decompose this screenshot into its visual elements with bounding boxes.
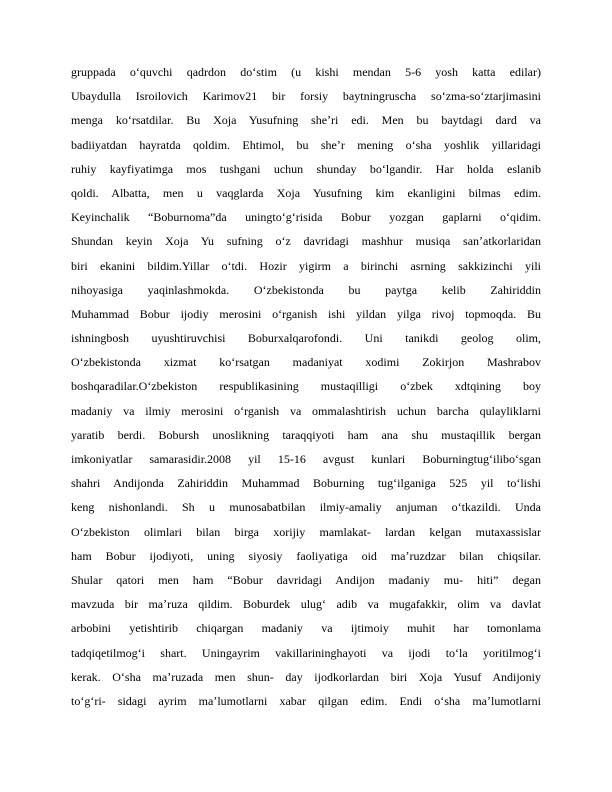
text-line: Oʻzbekistonda xizmat koʻrsatgan madaniyat xodimi Zokirjon Mashrabov xyxy=(71,355,541,370)
text-line: shahri Andijonda Zahiriddin Muhammad Boburning tugʻilganiga 525 yil toʻlishi xyxy=(71,476,541,491)
text-line: tadqiqetilmogʻi shart. Uningayrim vakillarininghayoti va ijodi toʻla yoritilmogʻi xyxy=(71,645,541,660)
text-line: toʻgʻri- sidagi ayrim maʼlumotlarni xabar qilgan edim. Endi oʻsha maʼlumotlarni xyxy=(71,693,541,708)
text-line: ruhiy kayfiyatimga mos tushgani uchun shunday boʻlgandir. Har holda eslanib xyxy=(71,161,541,176)
text-line: Muhammad Bobur ijodiy merosini oʻrganish ishi yildan yilga rivoj topmoqda. Bu xyxy=(71,306,541,321)
text-line: mavzuda bir maʼruza qildim. Boburdek ulugʻ adib va mugafakkir, olim va davlat xyxy=(71,597,541,612)
text-line: badiiyatdan hayratda qoldim. Ehtimol, bu sheʼr mening oʻsha yoshlik yillaridagi xyxy=(71,137,541,152)
text-line: arbobini yetishtirib chiqargan madaniy va ijtimoiy muhit har tomonlama xyxy=(71,621,541,636)
text-line: Shular qatori men ham “Bobur davridagi Andijon madaniy mu- hiti” degan xyxy=(71,572,541,587)
text-line: boshqaradilar.Oʻzbekiston respublikasining mustaqilligi oʻzbek xdtqining boy xyxy=(71,379,541,394)
text-line: ishningbosh uyushtiruvchisi Boburxalqarofondi. Uni tanikdi geolog olim, xyxy=(71,331,541,346)
text-line: madaniy va ilmiy merosini oʻrganish va ommalashtirish uchun barcha qulayliklarni xyxy=(71,403,541,418)
text-line: kerak. Oʻsha maʼruzada men shun- day ijodkorlardan biri Xoja Yusuf Andijoniy xyxy=(71,669,541,684)
text-line: qoldi. Albatta, men u vaqglarda Xoja Yusufning kim ekanligini bilmas edim. xyxy=(71,185,541,200)
text-line: Ubaydulla Isroilovich Karimov21 bir forsiy baytningruscha soʻzma-soʻztarjimasini xyxy=(71,89,541,104)
text-line: biri ekanini bildim.Yillar oʻtdi. Hozir yigirm a birinchi asrning sakkizinchi yili xyxy=(71,258,541,273)
text-line: Keyinchalik “Boburnoma”da uningtoʻgʻrisida Bobur yozgan gaplarni oʻqidim. xyxy=(71,210,541,225)
text-line: ham Bobur ijodiyoti, uning siyosiy faoliyatiga oid maʼruzdzar bilan chiqsilar. xyxy=(71,548,541,563)
text-line: gruppada oʻquvchi qadrdon doʻstim (u kishi mendan 5-6 yosh katta edilar) xyxy=(71,65,541,79)
text-line: Shundan keyin Xoja Yu sufning oʻz davridagi mashhur musiqa sanʼatkorlaridan xyxy=(71,234,541,249)
text-line: yaratib berdi. Bobursh unoslikning taraqqiyoti ham ana shu mustaqillik bergan xyxy=(71,427,541,442)
body-text xyxy=(71,60,541,713)
text-line: nihoyasiga yaqinlashmokda. Oʻzbekistonda bu paytga kelib Zahiriddin xyxy=(71,282,541,297)
text-line: Oʻzbekiston olimlari bilan birga xorijiy mamlakat- lardan kelgan mutaxassislar xyxy=(71,524,541,539)
text-line: imkoniyatlar samarasidir.2008 yil 15-16 avgust kunlari Boburningtugʻiliboʻsgan xyxy=(71,452,541,466)
text-line: menga koʻrsatdilar. Bu Xoja Yusufning sheʼri edi. Men bu baytdagi dard va xyxy=(71,113,541,128)
text-line: keng nishonlandi. Sh u munosabatbilan ilmiy-amaliy anjuman oʻtkazildi. Unda xyxy=(71,500,541,515)
